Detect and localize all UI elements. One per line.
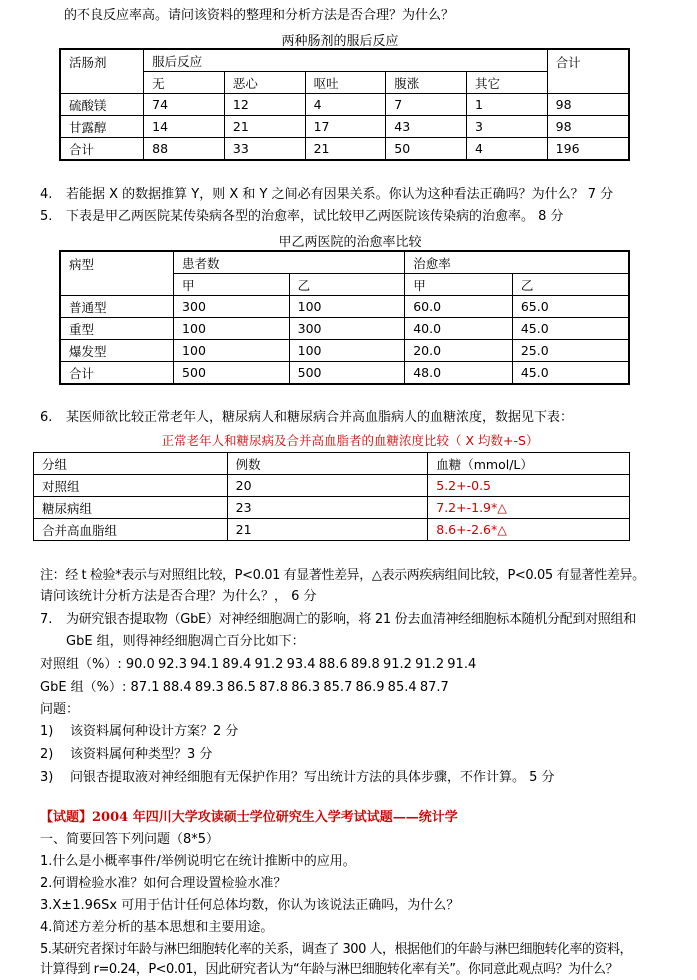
t1-sub-bloat: 腹涨	[386, 72, 467, 94]
t3-group: 合并高血脂组	[34, 519, 228, 541]
question-number: 3)	[40, 770, 54, 785]
table-cell: 196	[547, 138, 629, 161]
data-value: 90.0	[125, 657, 155, 672]
table-cell: 3	[466, 116, 547, 138]
table-cell: 98	[547, 116, 629, 138]
table-row	[60, 296, 629, 318]
table-cell: 20.0	[405, 340, 513, 362]
t3-header-group: 分组	[34, 453, 228, 475]
table1	[59, 48, 630, 161]
question-text: 该资料属何种设计方案？2 分	[70, 724, 239, 739]
question-number: 1)	[40, 724, 54, 739]
exam-title: 【试题】2004 年四川大学攻读硕士学位研究生入学考试试题——统计学	[40, 810, 458, 825]
t2-row-name: 合计	[60, 362, 174, 385]
table-cell: 7	[386, 94, 467, 116]
table-row	[60, 138, 629, 161]
question-number: 2)	[40, 747, 54, 762]
note-significance: 注：经 t 检验*表示与对照组比较，P<0.01 有显著性差异，△表示两疾病组间比较，P<0.05 有显著性差异。	[40, 568, 645, 583]
data-value: 94.1	[190, 657, 220, 672]
table-row	[34, 497, 630, 519]
table-cell: 100	[289, 340, 405, 362]
data-value: 88.4	[162, 680, 192, 695]
table-cell: 1	[466, 94, 547, 116]
t1-sub-nausea: 恶心	[224, 72, 305, 94]
data-value: 91.4	[447, 657, 477, 672]
t3-value: 5.2+-0.5	[428, 475, 630, 497]
question-text: 该资料属何种类型？3 分	[70, 747, 213, 762]
table-cell: 12	[224, 94, 305, 116]
data-value: 86.5	[226, 680, 256, 695]
table-row	[34, 475, 630, 497]
table-cell: 88	[144, 138, 225, 161]
table-cell: 100	[174, 340, 290, 362]
table-cell: 17	[305, 116, 386, 138]
table-cell: 65.0	[512, 296, 629, 318]
gbe-data-line	[40, 678, 449, 698]
t1-row-name: 甘露醇	[60, 116, 144, 138]
exam-item-continued: 计算得到 r=0.24，P<0.01，因此研究者认为“年龄与淋巴细胞转化率有关”。你同意此观点吗？为什么？	[40, 962, 618, 977]
q7-text-line1: 为研究银杏提取物（GbE）对神经细胞凋亡的影响，将 21 份去血清神经细胞标本随机分配到对照组和	[66, 612, 636, 627]
intro-line: 的不良反应率高。请问该资料的整理和分析方法是否合理？为什么？	[64, 8, 455, 23]
exam-item: 1.什么是小概率事件/举例说明它在统计推断中的应用。	[40, 854, 356, 869]
table-cell: 45.0	[512, 318, 629, 340]
data-value: 89.8	[350, 657, 380, 672]
questions-label: 问题：	[40, 702, 80, 717]
data-value: 93.4	[286, 657, 316, 672]
t3-header-glucose: 血糖（mmol/L）	[428, 453, 630, 475]
data-value: 87.8	[259, 680, 289, 695]
table-cell: 300	[174, 296, 290, 318]
gbe-values	[130, 680, 449, 695]
data-value: 91.2	[254, 657, 284, 672]
exam-item: 2.何谓检验水准？如何合理设置检验水准？	[40, 876, 287, 891]
t3-group: 糖尿病组	[34, 497, 228, 519]
t2-header-rate: 治愈率	[405, 251, 629, 274]
table-cell: 98	[547, 94, 629, 116]
q6-number: 6.	[40, 410, 53, 425]
table-cell: 500	[289, 362, 405, 385]
t1-header-reaction: 服后反应	[144, 49, 548, 72]
note-question: 请问该统计分析方法是否合理？为什么？， 6 分	[40, 589, 317, 604]
table1-caption: 两种肠剂的服后反应	[281, 34, 399, 49]
table-cell: 60.0	[405, 296, 513, 318]
exam-item: 3.X±1.96Sx 可用于估计任何总体均数，你认为该说法正确吗，为什么？	[40, 898, 460, 913]
exam-item: 5.某研究者探讨年龄与淋巴细胞转化率的关系，调查了 300 人，根据他们的年龄与淋巴细胞转化率的资料，	[40, 942, 632, 957]
data-value: 89.4	[222, 657, 252, 672]
data-value: 89.3	[194, 680, 224, 695]
t3-header-n: 例数	[227, 453, 428, 475]
q4-number: 4.	[40, 187, 53, 202]
table-row	[60, 318, 629, 340]
table-cell: 43	[386, 116, 467, 138]
table-cell: 100	[289, 296, 405, 318]
control-values	[125, 657, 477, 672]
question-text: 问银杏提取液对神经细胞有无保护作用？写出统计方法的具体步骤，不作计算。 5 分	[70, 770, 555, 785]
t1-row-name: 合计	[60, 138, 144, 161]
table-cell: 21	[224, 116, 305, 138]
q5-number: 5.	[40, 209, 53, 224]
gbe-label: GbE 组（%）:	[40, 680, 127, 695]
table2	[59, 250, 630, 385]
table-cell: 40.0	[405, 318, 513, 340]
table-cell: 100	[174, 318, 290, 340]
data-value: 88.6	[318, 657, 348, 672]
t1-sub-vomit: 呕吐	[305, 72, 386, 94]
table-cell: 500	[174, 362, 290, 385]
table-cell: 4	[305, 94, 386, 116]
table-cell: 14	[144, 116, 225, 138]
t2-row-name: 重型	[60, 318, 174, 340]
table-row	[60, 116, 629, 138]
data-value: 86.9	[355, 680, 385, 695]
t3-count: 21	[227, 519, 428, 541]
t2-row-name: 爆发型	[60, 340, 174, 362]
data-value: 85.7	[323, 680, 353, 695]
data-value: 86.3	[291, 680, 321, 695]
q5-text: 下表是甲乙两医院某传染病各型的治愈率，试比较甲乙两医院该传染病的治愈率。 8 分	[66, 209, 564, 224]
t2-header-patients: 患者数	[174, 251, 405, 274]
table-cell: 4	[466, 138, 547, 161]
t2-sub-b: 乙	[512, 274, 629, 296]
t2-row-name: 普通型	[60, 296, 174, 318]
table-row	[34, 519, 630, 541]
control-label: 对照组（%）:	[40, 657, 122, 672]
t1-sub-other: 其它	[466, 72, 547, 94]
table2-caption: 甲乙两医院的治愈率比较	[278, 235, 422, 250]
t3-group: 对照组	[34, 475, 228, 497]
table-row	[60, 94, 629, 116]
table-cell: 300	[289, 318, 405, 340]
data-value: 91.2	[415, 657, 445, 672]
table-cell: 33	[224, 138, 305, 161]
table-cell: 48.0	[405, 362, 513, 385]
section-heading: 一、简要回答下列问题（8*5）	[40, 832, 220, 847]
table-cell: 74	[144, 94, 225, 116]
control-data-line	[40, 655, 477, 675]
table-cell: 25.0	[512, 340, 629, 362]
t3-value: 7.2+-1.9*△	[428, 497, 630, 519]
t2-sub-a: 甲	[405, 274, 513, 296]
exam-item: 4.简述方差分析的基本思想和主要用途。	[40, 920, 274, 935]
q6-text: 某医师欲比较正常老年人，糖尿病人和糖尿病合并高血脂病人的血糖浓度，数据见下表：	[66, 410, 574, 425]
t2-header-type: 病型	[60, 251, 174, 296]
t1-sub-none: 无	[144, 72, 225, 94]
q7-number: 7.	[40, 612, 53, 627]
t1-header-total: 合计	[547, 49, 629, 94]
t3-count: 23	[227, 497, 428, 519]
table-cell: 21	[305, 138, 386, 161]
data-value: 87.1	[130, 680, 160, 695]
t2-sub-a: 甲	[174, 274, 290, 296]
data-value: 85.4	[387, 680, 417, 695]
t1-row-name: 硫酸镁	[60, 94, 144, 116]
data-value: 92.3	[158, 657, 187, 672]
t2-sub-b: 乙	[289, 274, 405, 296]
table-cell: 50	[386, 138, 467, 161]
data-value: 87.7	[419, 680, 449, 695]
t1-header-drug: 活肠剂	[60, 49, 144, 94]
table3-caption: 正常老年人和糖尿病及合并高血脂者的血糖浓度比较（ X 均数+-S）	[161, 433, 539, 448]
table-row	[60, 362, 629, 385]
q4-text: 若能据 X 的数据推算 Y，则 X 和 Y 之间必有因果关系。你认为这种看法正确吗？为什么？ 7 分	[66, 187, 614, 202]
t3-value: 8.6+-2.6*△	[428, 519, 630, 541]
data-value: 91.2	[383, 657, 412, 672]
q7-text-line2: GbE 组，则得神经细胞凋亡百分比如下：	[66, 634, 305, 649]
t3-count: 20	[227, 475, 428, 497]
table-cell: 45.0	[512, 362, 629, 385]
table3	[33, 452, 630, 541]
table-row	[60, 340, 629, 362]
